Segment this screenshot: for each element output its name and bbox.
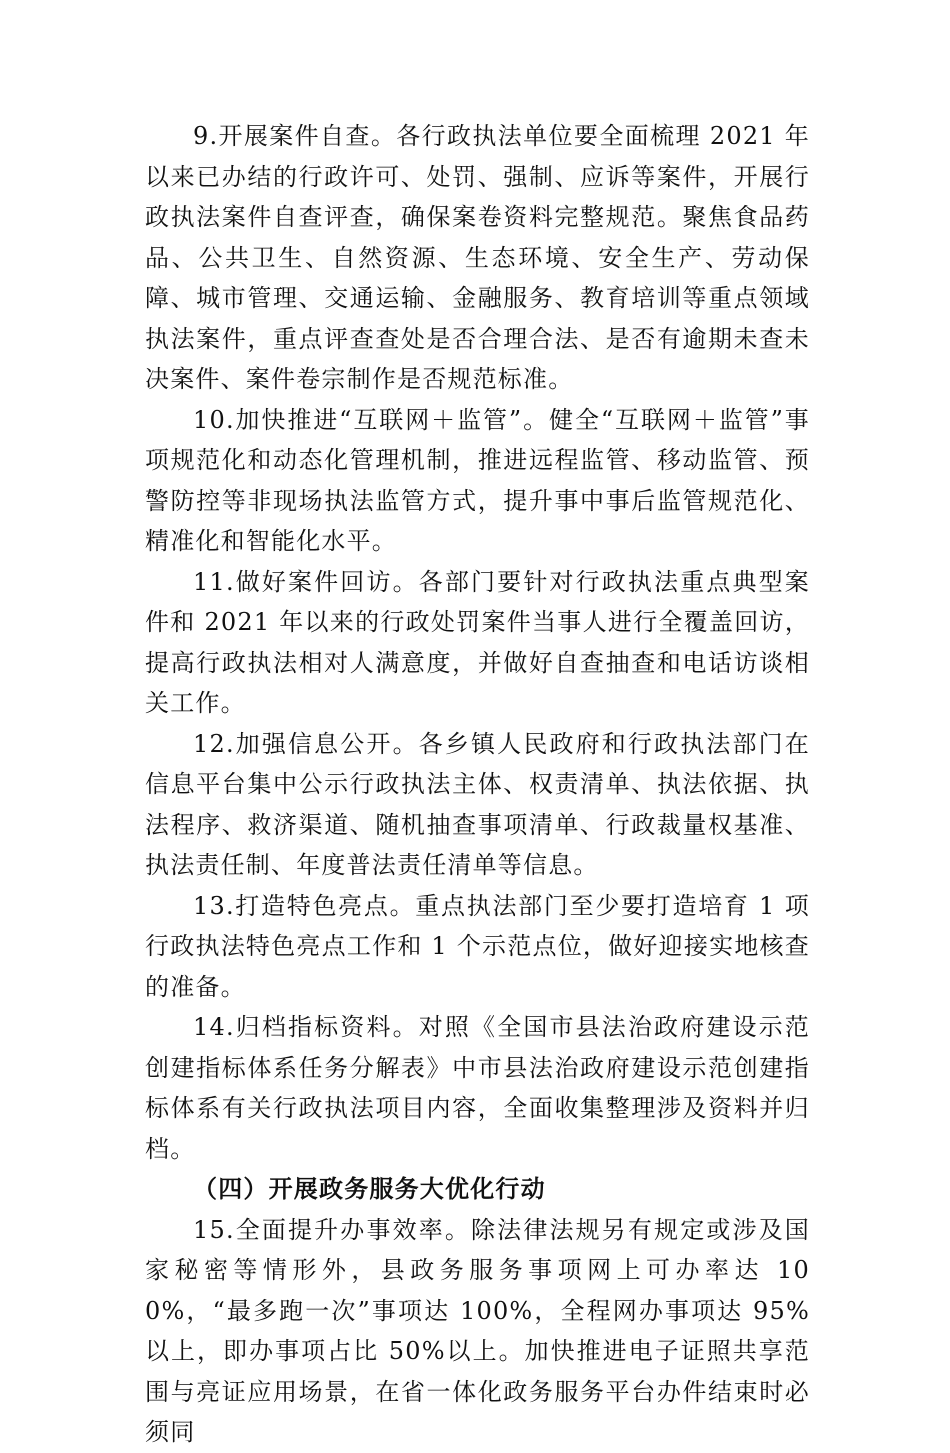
paragraph-item-15: 15.全面提升办事效率。除法律法规另有规定或涉及国家秘密等情形外，县政务服务事项网上可办率达 100%，“最多跑一次”事项达 100%，全程网办事项达 95%以上，即办事项占比 50%以上。加快推进电子证照共享范围与亮证应用场景，在省一体化政务服务平台办件结束时必须同 [145, 1215, 810, 1446]
paragraph-item-12: 12.加强信息公开。各乡镇人民政府和行政执法部门在信息平台集中公示行政执法主体、权责清单、执法依据、执法程序、救济渠道、随机抽查事项清单、行政裁量权基准、执法责任制、年度普法责任清单等信息。 [145, 729, 810, 879]
paragraph-item-9: 9.开展案件自查。各行政执法单位要全面梳理 2021 年以来已办结的行政许可、处罚、强制、应诉等案件，开展行政执法案件自查评查，确保案卷资料完整规范。聚焦食品药品、公共卫生、自然资源、生态环境、安全生产、劳动保障、城市管理、交通运输、金融服务、教育培训等重点领域执法案件，重点评查查处是否合理合法、是否有逾期未查未决案件、案件卷宗制作是否规范标准。 [145, 122, 810, 393]
paragraph-item-14: 14.归档指标资料。对照《全国市县法治政府建设示范创建指标体系任务分解表》中市县法治政府建设示范创建指标体系有关行政执法项目内容，全面收集整理涉及资料并归档。 [145, 1013, 810, 1163]
section-heading: （四）开展政务服务大优化行动 [193, 1174, 546, 1203]
paragraph-item-13: 13.打造特色亮点。重点执法部门至少要打造培育 1 项行政执法特色亮点工作和 1 个示范点位，做好迎接实地核查的准备。 [145, 891, 810, 1001]
paragraph-item-10: 10.加快推进“互联网＋监管”。健全“互联网＋监管”事项规范化和动态化管理机制，推进远程监管、移动监管、预警防控等非现场执法监管方式，提升事中事后监管规范化、精准化和智能化水平。 [145, 405, 810, 555]
document-body [145, 116, 810, 1453]
paragraph-item-11: 11.做好案件回访。各部门要针对行政执法重点典型案件和 2021 年以来的行政处罚案件当事人进行全覆盖回访，提高行政执法相对人满意度，并做好自查抽查和电话访谈相关工作。 [145, 567, 810, 717]
